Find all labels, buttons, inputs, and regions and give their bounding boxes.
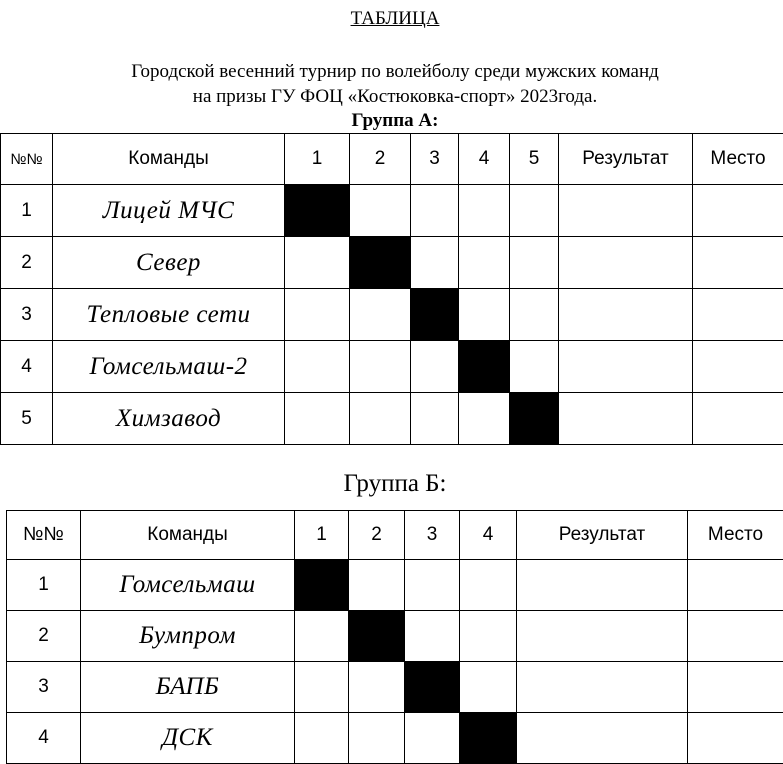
row-number: 2 <box>7 611 81 662</box>
header-result: Результат <box>517 511 688 560</box>
header-number: №№ <box>7 511 81 560</box>
row-number: 1 <box>7 560 81 611</box>
score-cell <box>459 393 510 445</box>
team-name: Химзавод <box>53 393 285 445</box>
score-cell <box>411 341 459 393</box>
team-name: Лицей МЧС <box>53 185 285 237</box>
team-name: ДСК <box>81 713 295 764</box>
table-row <box>1 237 783 289</box>
table-row <box>7 611 783 662</box>
blocked-cell <box>411 289 459 341</box>
score-cell <box>350 289 411 341</box>
table-header-row <box>1 134 783 185</box>
score-cell <box>510 185 559 237</box>
header-opponent-4: 4 <box>459 134 510 185</box>
score-cell <box>349 662 405 713</box>
result-cell <box>559 289 693 341</box>
score-cell <box>411 393 459 445</box>
place-cell <box>688 662 783 713</box>
header-place: Место <box>693 134 783 185</box>
score-cell <box>285 341 350 393</box>
place-cell <box>693 289 783 341</box>
score-cell <box>411 185 459 237</box>
result-cell <box>559 393 693 445</box>
team-name: Бумпром <box>81 611 295 662</box>
group-a-table <box>0 133 783 445</box>
header-opponent-1: 1 <box>285 134 350 185</box>
score-cell <box>350 341 411 393</box>
table-row <box>7 560 783 611</box>
header-opponent-2: 2 <box>350 134 411 185</box>
table-row <box>1 289 783 341</box>
score-cell <box>405 560 460 611</box>
header-opponent-5: 5 <box>510 134 559 185</box>
result-cell <box>559 185 693 237</box>
row-number: 3 <box>7 662 81 713</box>
score-cell <box>459 289 510 341</box>
blocked-cell <box>405 662 460 713</box>
result-cell <box>559 237 693 289</box>
place-cell <box>693 341 783 393</box>
score-cell <box>285 237 350 289</box>
header-opponent-2: 2 <box>349 511 405 560</box>
group-b-heading: Группа Б: <box>0 468 783 500</box>
team-name: Гомсельмаш <box>81 560 295 611</box>
blocked-cell <box>295 560 349 611</box>
place-cell <box>688 611 783 662</box>
header-opponent-4: 4 <box>460 511 517 560</box>
score-cell <box>295 662 349 713</box>
blocked-cell <box>285 185 350 237</box>
result-cell <box>559 341 693 393</box>
blocked-cell <box>459 341 510 393</box>
place-cell <box>693 393 783 445</box>
row-number: 2 <box>1 237 53 289</box>
table-header-row <box>7 511 783 560</box>
score-cell <box>285 289 350 341</box>
row-number: 5 <box>1 393 53 445</box>
result-cell <box>517 713 688 764</box>
score-cell <box>459 237 510 289</box>
team-name: Гомсельмаш-2 <box>53 341 285 393</box>
table-row <box>1 185 783 237</box>
score-cell <box>350 185 411 237</box>
result-cell <box>517 560 688 611</box>
score-cell <box>510 289 559 341</box>
score-cell <box>350 393 411 445</box>
tournament-subtitle-line-2: на призы ГУ ФОЦ «Костюковка-спорт» 2023года. <box>0 85 783 109</box>
score-cell <box>349 560 405 611</box>
score-cell <box>510 341 559 393</box>
blocked-cell <box>460 713 517 764</box>
team-name: Север <box>53 237 285 289</box>
row-number: 4 <box>1 341 53 393</box>
score-cell <box>285 393 350 445</box>
row-number: 4 <box>7 713 81 764</box>
place-cell <box>688 560 783 611</box>
header-number: №№ <box>1 134 53 185</box>
blocked-cell <box>510 393 559 445</box>
group-a-heading: Группа А: <box>0 109 783 133</box>
header-opponent-1: 1 <box>295 511 349 560</box>
score-cell <box>349 713 405 764</box>
team-name: БАПБ <box>81 662 295 713</box>
score-cell <box>510 237 559 289</box>
group-b-table <box>6 510 783 764</box>
score-cell <box>405 713 460 764</box>
header-place: Место <box>688 511 783 560</box>
table-row <box>1 341 783 393</box>
score-cell <box>459 185 510 237</box>
score-cell <box>411 237 459 289</box>
place-cell <box>693 185 783 237</box>
header-result: Результат <box>559 134 693 185</box>
team-name: Тепловые сети <box>53 289 285 341</box>
header-opponent-3: 3 <box>405 511 460 560</box>
place-cell <box>688 713 783 764</box>
header-teams: Команды <box>81 511 295 560</box>
tournament-subtitle-line-1: Городской весенний турнир по волейболу среди мужских команд <box>0 60 783 84</box>
score-cell <box>295 611 349 662</box>
document-title: ТАБЛИЦА <box>0 8 783 30</box>
score-cell <box>460 611 517 662</box>
header-teams: Команды <box>53 134 285 185</box>
blocked-cell <box>349 611 405 662</box>
row-number: 1 <box>1 185 53 237</box>
blocked-cell <box>350 237 411 289</box>
place-cell <box>693 237 783 289</box>
row-number: 3 <box>1 289 53 341</box>
score-cell <box>460 560 517 611</box>
table-row <box>7 662 783 713</box>
table-row <box>7 713 783 764</box>
result-cell <box>517 662 688 713</box>
score-cell <box>295 713 349 764</box>
table-row <box>1 393 783 445</box>
score-cell <box>460 662 517 713</box>
score-cell <box>405 611 460 662</box>
result-cell <box>517 611 688 662</box>
header-opponent-3: 3 <box>411 134 459 185</box>
